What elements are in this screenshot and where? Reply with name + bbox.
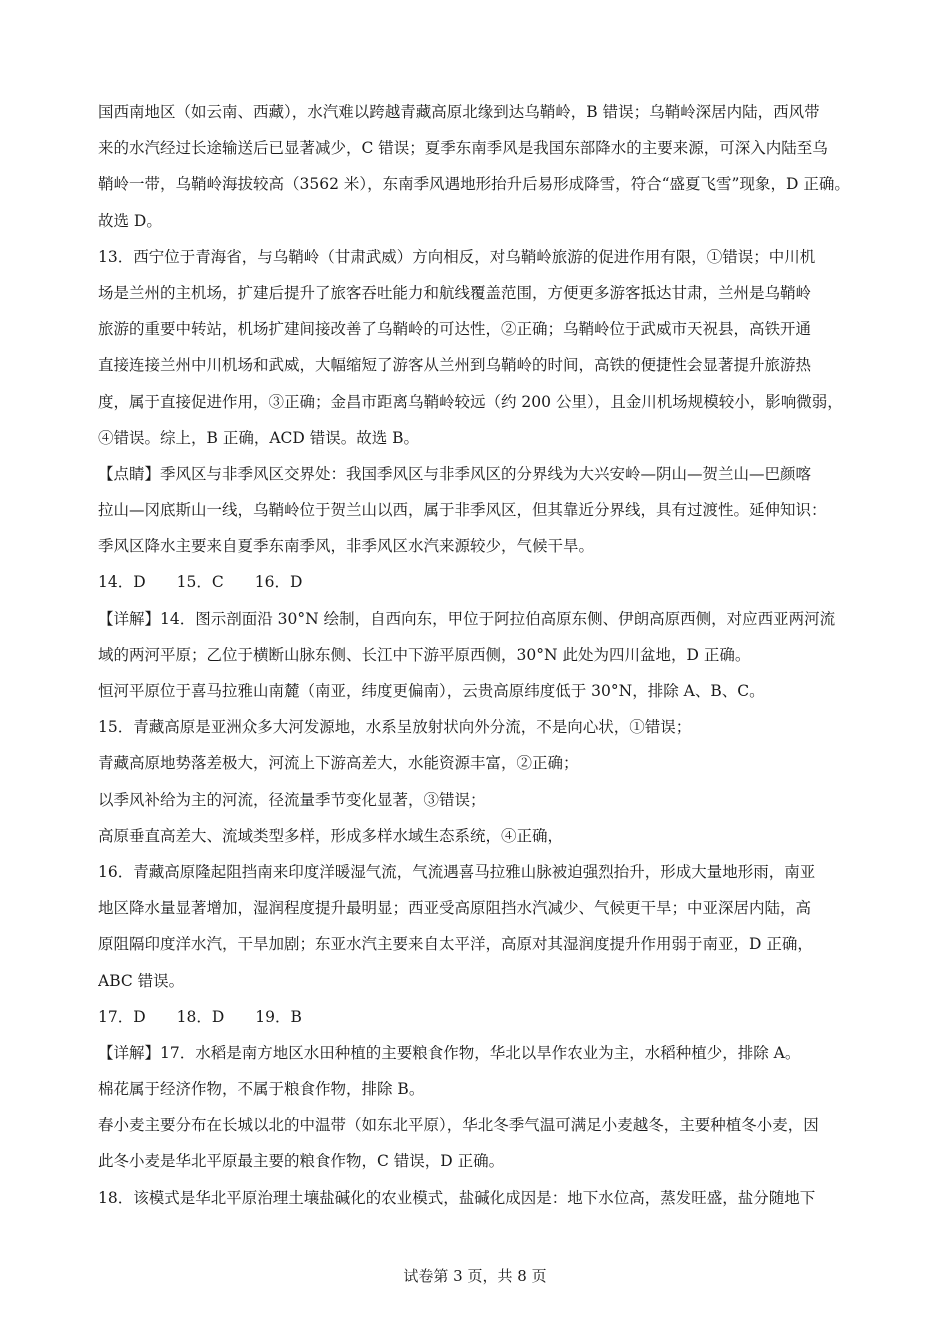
text-line: 季风区降水主要来自夏季东南季风，非季风区水汽来源较少，气候干旱。: [98, 537, 595, 556]
text-line: 故选 D。: [98, 211, 162, 230]
text-line: 恒河平原位于喜马拉雅山南麓（南亚，纬度更偏南），云贵高原纬度低于 30°N，排除 A、B、C。: [98, 682, 765, 700]
text-line: 场是兰州的主机场，扩建后提升了旅客吞吐能力和航线覆盖范围，方便更多游客抵达甘肃，兰州是乌鞘岭: [98, 283, 812, 302]
text-line: 高原垂直高差大、流域类型多样，形成多样水域生态系统，④正确，: [98, 826, 564, 845]
text-line: 旅游的重要中转站，机场扩建间接改善了乌鞘岭的可达性，②正确；乌鞘岭位于武威市天祝县，高铁开通: [98, 320, 812, 339]
text-line: 青藏高原地势落差极大，河流上下游高差大，水能资源丰富，②正确；: [98, 754, 579, 773]
text-line: 【点睛】季风区与非季风区交界处：我国季风区与非季风区的分界线为大兴安岭—阴山—贺兰山—巴颜喀: [98, 464, 812, 483]
page-footer: 试卷第 3 页，共 8 页: [403, 1267, 547, 1285]
text-line: ④错误。综上，B 正确，ACD 错误。故选 B。: [98, 428, 420, 447]
text-line: 原阻隔印度洋水汽，干旱加剧；东亚水汽主要来自太平洋，高原对其湿润度提升作用弱于南亚，D 正确，: [98, 935, 813, 954]
answer-text-body: [98, 94, 858, 1216]
text-line: 春小麦主要分布在长城以北的中温带（如东北平原），华北冬季气温可满足小麦越冬，主要种植冬小麦，因: [98, 1116, 819, 1135]
text-line: 国西南地区（如云南、西藏），水汽难以跨越青藏高原北缘到达乌鞘岭，B 错误；乌鞘岭深居内陆，西风带: [98, 103, 820, 121]
text-line: 鞘岭一带，乌鞘岭海拔较高（3562 米），东南季风遇地形抬升后易形成降雪，符合“盛夏飞雪”现象，D 正确。: [98, 175, 850, 194]
text-line: 拉山—冈底斯山一线，乌鞘岭位于贺兰山以西，属于非季风区，但其靠近分界线，具有过渡性。延伸知识：: [98, 501, 827, 520]
answer-key-line: 17．D 18．D 19．B: [98, 1007, 302, 1026]
text-line: 地区降水量显著增加，湿润程度提升最明显；西亚受高原阻挡水汽减少、气候更干旱；中亚深居内陆，高: [98, 899, 812, 918]
text-line: 以季风补给为主的河流，径流量季节变化显著，③错误；: [98, 790, 486, 809]
text-line: 13．西宁位于青海省，与乌鞘岭（甘肃武威）方向相反，对乌鞘岭旅游的促进作用有限，①错误；中川机: [98, 247, 816, 266]
text-line: 棉花属于经济作物，不属于粮食作物，排除 B。: [98, 1080, 425, 1099]
text-line: 来的水汽经过长途输送后已显著减少，C 错误；夏季东南季风是我国东部降水的主要来源，可深入内陆至乌: [98, 139, 828, 158]
text-line: ABC 错误。: [98, 971, 185, 990]
text-line: 【详解】14．图示剖面沿 30°N 绘制，自西向东，甲位于阿拉伯高原东侧、伊朗高原西侧，对应西亚两河流: [98, 609, 836, 628]
text-line: 15．青藏高原是亚洲众多大河发源地，水系呈放射状向外分流，不是向心状，①错误；: [98, 718, 692, 737]
text-line: 域的两河平原；乙位于横断山脉东侧、长江中下游平原西侧，30°N 此处为四川盆地，D 正确。: [98, 645, 751, 664]
answer-key-line: 14．D 15．C 16．D: [98, 573, 303, 592]
text-line: 直接连接兰州中川机场和武威，大幅缩短了游客从兰州到乌鞘岭的时间，高铁的便捷性会显著提升旅游热: [98, 356, 812, 375]
text-line: 度，属于直接促进作用，③正确；金昌市距离乌鞘岭较远（约 200 公里），且金川机场规模较小，影响微弱，: [98, 392, 843, 411]
text-line: 16．青藏高原隆起阻挡南来印度洋暖湿气流，气流遇喜马拉雅山脉被迫强烈抬升，形成大量地形雨，南亚: [98, 862, 816, 881]
text-line: 【详解】17．水稻是南方地区水田种植的主要粮食作物，华北以旱作农业为主，水稻种植少，排除 A。: [98, 1043, 801, 1062]
text-line: 此冬小麦是华北平原最主要的粮食作物，C 错误，D 正确。: [98, 1152, 505, 1171]
text-line: 18．该模式是华北平原治理土壤盐碱化的农业模式，盐碱化成因是：地下水位高，蒸发旺盛，盐分随地下: [98, 1188, 816, 1207]
